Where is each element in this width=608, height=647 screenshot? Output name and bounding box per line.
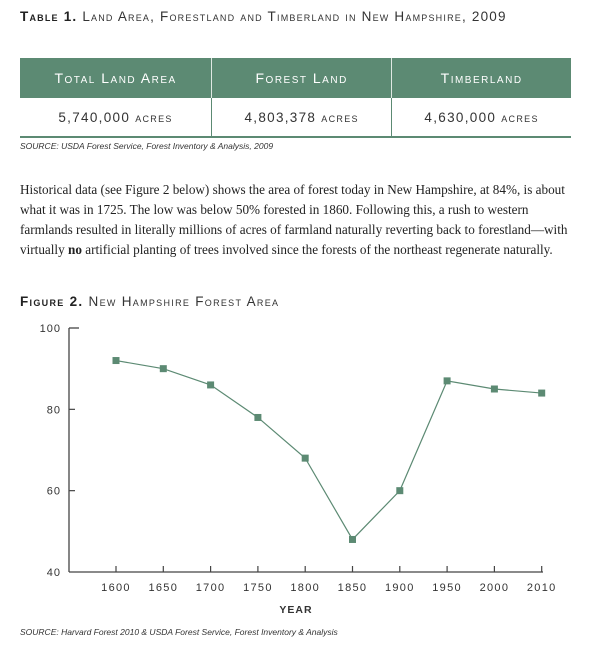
x-axis-ticks bbox=[101, 566, 556, 594]
header-forest-land: Forest Land bbox=[212, 58, 392, 98]
cell-timberland bbox=[392, 98, 571, 137]
table-1-title-text: Land Area, Forestland and Timberland in New Hampshire, 2009 bbox=[82, 9, 507, 24]
body-paragraph bbox=[20, 180, 580, 260]
data-point-marker bbox=[538, 390, 545, 397]
table-1-label: Table 1. bbox=[20, 9, 78, 24]
data-point-marker bbox=[302, 455, 309, 462]
y-tick-label: 80 bbox=[46, 404, 61, 417]
figure-2-label: Figure 2. bbox=[20, 294, 84, 309]
unit-label: acres bbox=[321, 109, 359, 125]
land-area-table bbox=[20, 58, 571, 138]
data-point-marker bbox=[113, 357, 120, 364]
data-point-marker bbox=[160, 365, 167, 372]
x-tick-label: 1900 bbox=[384, 582, 415, 594]
x-tick-label: 2000 bbox=[479, 582, 510, 594]
x-tick-label: 1850 bbox=[337, 582, 368, 594]
table-header-row bbox=[20, 58, 571, 98]
chart-series bbox=[113, 357, 546, 543]
series-line bbox=[116, 361, 542, 540]
table-1-source: SOURCE: USDA Forest Service, Forest Inventory & Analysis, 2009 bbox=[20, 141, 274, 151]
data-point-marker bbox=[207, 381, 214, 388]
data-point-marker bbox=[491, 386, 498, 393]
data-point-marker bbox=[254, 414, 261, 421]
forest-area-chart bbox=[0, 310, 608, 630]
x-tick-label: 1650 bbox=[148, 582, 179, 594]
x-tick-label: 2010 bbox=[526, 582, 557, 594]
data-point-marker bbox=[444, 377, 451, 384]
figure-2-source: SOURCE: Harvard Forest 2010 & USDA Forest Service, Forest Inventory & Analysis bbox=[20, 627, 338, 637]
paragraph-emphasis: no bbox=[67, 242, 82, 257]
data-point-marker bbox=[396, 487, 403, 494]
cell-total-land-area bbox=[20, 98, 212, 137]
data-point-marker bbox=[349, 536, 356, 543]
paragraph-part-1: Historical data (see Figure 2 below) shows the area of forest today in New Hampshire, at 84%, is about what it was in 1725. The low was below 50% forested in 1860. Following this, a rush to western farmlands resulted in literally millions of acres of farmland naturally reverting back to forestland—with virtually bbox=[20, 182, 568, 257]
y-tick-label: 100 bbox=[39, 323, 61, 335]
x-tick-label: 1800 bbox=[290, 582, 321, 594]
total-land-area-value: 5,740,000 bbox=[58, 109, 131, 125]
x-tick-label: 1950 bbox=[432, 582, 462, 594]
figure-2-title-text: New Hampshire Forest Area bbox=[88, 294, 280, 309]
timberland-value: 4,630,000 bbox=[424, 109, 497, 125]
x-tick-label: 1750 bbox=[243, 582, 273, 594]
table-row bbox=[20, 98, 571, 137]
y-tick-label: 60 bbox=[46, 485, 61, 498]
figure-2-title bbox=[20, 294, 279, 309]
table-1-title bbox=[20, 8, 590, 25]
cell-forest-land bbox=[212, 98, 392, 137]
header-timberland: Timberland bbox=[392, 58, 571, 98]
header-total-land-area: Total Land Area bbox=[20, 58, 212, 98]
y-axis-ticks bbox=[40, 323, 75, 579]
unit-label: acres bbox=[501, 109, 539, 125]
paragraph-part-2: artificial planting of trees involved since the forests of the northeast regenerate naturally. bbox=[81, 242, 553, 257]
unit-label: acres bbox=[135, 109, 173, 125]
x-tick-label: 1700 bbox=[195, 582, 226, 594]
forest-land-value: 4,803,378 bbox=[244, 109, 317, 125]
x-axis-label: YEAR bbox=[279, 604, 313, 616]
y-tick-label: 40 bbox=[46, 567, 61, 579]
x-tick-label: 1600 bbox=[101, 582, 131, 594]
